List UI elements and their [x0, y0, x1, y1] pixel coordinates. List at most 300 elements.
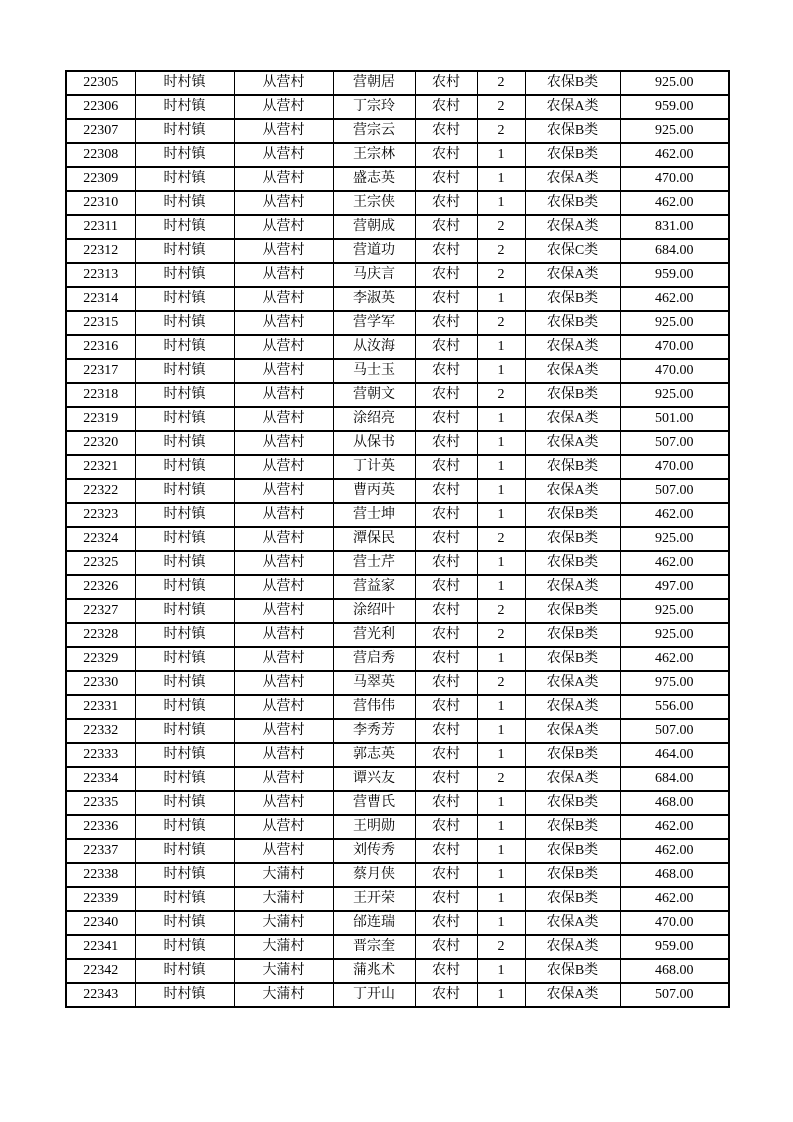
cell-payee-count: 1 — [477, 167, 525, 191]
cell-person-name: 涂绍亮 — [333, 407, 415, 431]
cell-person-name: 营士坤 — [333, 503, 415, 527]
cell-town: 时村镇 — [135, 527, 234, 551]
cell-village: 从营村 — [234, 263, 333, 287]
cell-payee-count: 2 — [477, 671, 525, 695]
table-row — [66, 575, 729, 599]
cell-amount: 497.00 — [620, 575, 729, 599]
cell-village: 从营村 — [234, 119, 333, 143]
table-row — [66, 599, 729, 623]
cell-insurance-class: 农保B类 — [525, 119, 620, 143]
cell-payee-count: 1 — [477, 839, 525, 863]
cell-village: 从营村 — [234, 527, 333, 551]
cell-insurance-class: 农保B类 — [525, 839, 620, 863]
cell-insurance-class: 农保A类 — [525, 767, 620, 791]
cell-amount: 684.00 — [620, 239, 729, 263]
cell-payee-count: 1 — [477, 335, 525, 359]
cell-town: 时村镇 — [135, 983, 234, 1007]
cell-town: 时村镇 — [135, 551, 234, 575]
cell-residence-type: 农村 — [415, 647, 477, 671]
cell-person-name: 营朝成 — [333, 215, 415, 239]
cell-residence-type: 农村 — [415, 191, 477, 215]
cell-village: 从营村 — [234, 407, 333, 431]
cell-village: 大蒲村 — [234, 959, 333, 983]
table-row — [66, 359, 729, 383]
cell-person-name: 刘传秀 — [333, 839, 415, 863]
cell-town: 时村镇 — [135, 95, 234, 119]
cell-amount: 470.00 — [620, 455, 729, 479]
cell-insurance-class: 农保A类 — [525, 167, 620, 191]
cell-village: 从营村 — [234, 455, 333, 479]
cell-residence-type: 农村 — [415, 575, 477, 599]
cell-amount: 470.00 — [620, 911, 729, 935]
cell-village: 从营村 — [234, 575, 333, 599]
cell-insurance-class: 农保B类 — [525, 191, 620, 215]
cell-serial-number: 22322 — [66, 479, 135, 503]
cell-village: 从营村 — [234, 215, 333, 239]
table-row — [66, 479, 729, 503]
cell-residence-type: 农村 — [415, 287, 477, 311]
table-row — [66, 407, 729, 431]
cell-village: 从营村 — [234, 479, 333, 503]
cell-residence-type: 农村 — [415, 671, 477, 695]
cell-amount: 684.00 — [620, 767, 729, 791]
cell-insurance-class: 农保B类 — [525, 287, 620, 311]
cell-amount: 462.00 — [620, 839, 729, 863]
cell-person-name: 营宗云 — [333, 119, 415, 143]
cell-payee-count: 1 — [477, 455, 525, 479]
cell-person-name: 营学军 — [333, 311, 415, 335]
cell-serial-number: 22330 — [66, 671, 135, 695]
table-row — [66, 455, 729, 479]
cell-person-name: 蒲兆术 — [333, 959, 415, 983]
cell-person-name: 营光利 — [333, 623, 415, 647]
cell-town: 时村镇 — [135, 287, 234, 311]
cell-person-name: 王宗林 — [333, 143, 415, 167]
cell-payee-count: 1 — [477, 143, 525, 167]
cell-residence-type: 农村 — [415, 527, 477, 551]
cell-residence-type: 农村 — [415, 71, 477, 95]
cell-serial-number: 22324 — [66, 527, 135, 551]
table-row — [66, 887, 729, 911]
cell-amount: 925.00 — [620, 119, 729, 143]
cell-amount: 470.00 — [620, 167, 729, 191]
cell-person-name: 邰连瑞 — [333, 911, 415, 935]
table-row — [66, 431, 729, 455]
cell-village: 从营村 — [234, 71, 333, 95]
cell-residence-type: 农村 — [415, 815, 477, 839]
cell-payee-count: 1 — [477, 983, 525, 1007]
cell-town: 时村镇 — [135, 239, 234, 263]
cell-town: 时村镇 — [135, 191, 234, 215]
cell-amount: 507.00 — [620, 983, 729, 1007]
cell-village: 大蒲村 — [234, 935, 333, 959]
cell-insurance-class: 农保A类 — [525, 431, 620, 455]
cell-serial-number: 22320 — [66, 431, 135, 455]
table-row — [66, 695, 729, 719]
cell-amount: 925.00 — [620, 71, 729, 95]
cell-serial-number: 22315 — [66, 311, 135, 335]
cell-person-name: 马庆言 — [333, 263, 415, 287]
cell-amount: 470.00 — [620, 335, 729, 359]
cell-residence-type: 农村 — [415, 839, 477, 863]
table-row — [66, 551, 729, 575]
cell-amount: 470.00 — [620, 359, 729, 383]
cell-payee-count: 2 — [477, 311, 525, 335]
benefit-table-body — [66, 71, 729, 1007]
cell-person-name: 郭志英 — [333, 743, 415, 767]
cell-town: 时村镇 — [135, 647, 234, 671]
cell-residence-type: 农村 — [415, 863, 477, 887]
cell-serial-number: 22313 — [66, 263, 135, 287]
cell-village: 从营村 — [234, 383, 333, 407]
cell-person-name: 营启秀 — [333, 647, 415, 671]
cell-serial-number: 22305 — [66, 71, 135, 95]
cell-residence-type: 农村 — [415, 455, 477, 479]
cell-town: 时村镇 — [135, 335, 234, 359]
cell-village: 从营村 — [234, 287, 333, 311]
cell-town: 时村镇 — [135, 743, 234, 767]
cell-residence-type: 农村 — [415, 383, 477, 407]
cell-person-name: 涂绍叶 — [333, 599, 415, 623]
cell-person-name: 丁宗玲 — [333, 95, 415, 119]
table-row — [66, 815, 729, 839]
cell-insurance-class: 农保A类 — [525, 407, 620, 431]
cell-person-name: 从汝海 — [333, 335, 415, 359]
table-row — [66, 671, 729, 695]
cell-village: 从营村 — [234, 623, 333, 647]
cell-amount: 507.00 — [620, 719, 729, 743]
cell-insurance-class: 农保C类 — [525, 239, 620, 263]
cell-insurance-class: 农保B类 — [525, 455, 620, 479]
cell-payee-count: 1 — [477, 407, 525, 431]
cell-payee-count: 1 — [477, 479, 525, 503]
cell-village: 从营村 — [234, 719, 333, 743]
cell-village: 从营村 — [234, 839, 333, 863]
cell-insurance-class: 农保A类 — [525, 359, 620, 383]
cell-village: 从营村 — [234, 599, 333, 623]
table-row — [66, 95, 729, 119]
table-row — [66, 239, 729, 263]
cell-person-name: 营伟伟 — [333, 695, 415, 719]
table-row — [66, 119, 729, 143]
cell-payee-count: 2 — [477, 239, 525, 263]
cell-amount: 925.00 — [620, 599, 729, 623]
cell-town: 时村镇 — [135, 719, 234, 743]
cell-insurance-class: 农保B类 — [525, 143, 620, 167]
cell-town: 时村镇 — [135, 215, 234, 239]
cell-payee-count: 1 — [477, 863, 525, 887]
table-row — [66, 383, 729, 407]
cell-insurance-class: 农保B类 — [525, 647, 620, 671]
cell-payee-count: 2 — [477, 935, 525, 959]
table-row — [66, 959, 729, 983]
cell-town: 时村镇 — [135, 791, 234, 815]
cell-insurance-class: 农保A类 — [525, 983, 620, 1007]
cell-insurance-class: 农保A类 — [525, 695, 620, 719]
cell-amount: 468.00 — [620, 791, 729, 815]
cell-insurance-class: 农保B类 — [525, 71, 620, 95]
cell-serial-number: 22328 — [66, 623, 135, 647]
cell-person-name: 营朝文 — [333, 383, 415, 407]
cell-serial-number: 22327 — [66, 599, 135, 623]
cell-person-name: 王宗侠 — [333, 191, 415, 215]
cell-amount: 462.00 — [620, 647, 729, 671]
cell-person-name: 营道功 — [333, 239, 415, 263]
cell-insurance-class: 农保A类 — [525, 575, 620, 599]
cell-insurance-class: 农保B类 — [525, 503, 620, 527]
cell-village: 从营村 — [234, 191, 333, 215]
cell-serial-number: 22340 — [66, 911, 135, 935]
cell-person-name: 王明勋 — [333, 815, 415, 839]
cell-town: 时村镇 — [135, 575, 234, 599]
cell-payee-count: 2 — [477, 527, 525, 551]
cell-amount: 925.00 — [620, 383, 729, 407]
cell-serial-number: 22306 — [66, 95, 135, 119]
cell-village: 从营村 — [234, 335, 333, 359]
cell-insurance-class: 农保A类 — [525, 671, 620, 695]
cell-payee-count: 1 — [477, 503, 525, 527]
cell-person-name: 营曹氏 — [333, 791, 415, 815]
cell-residence-type: 农村 — [415, 695, 477, 719]
cell-insurance-class: 农保A类 — [525, 263, 620, 287]
cell-insurance-class: 农保B类 — [525, 311, 620, 335]
cell-residence-type: 农村 — [415, 743, 477, 767]
cell-serial-number: 22326 — [66, 575, 135, 599]
cell-person-name: 谭兴友 — [333, 767, 415, 791]
cell-residence-type: 农村 — [415, 551, 477, 575]
cell-serial-number: 22319 — [66, 407, 135, 431]
cell-payee-count: 1 — [477, 287, 525, 311]
cell-serial-number: 22333 — [66, 743, 135, 767]
cell-amount: 464.00 — [620, 743, 729, 767]
cell-residence-type: 农村 — [415, 767, 477, 791]
cell-serial-number: 22307 — [66, 119, 135, 143]
cell-residence-type: 农村 — [415, 311, 477, 335]
cell-person-name: 营益家 — [333, 575, 415, 599]
cell-serial-number: 22342 — [66, 959, 135, 983]
cell-town: 时村镇 — [135, 815, 234, 839]
cell-amount: 468.00 — [620, 863, 729, 887]
table-row — [66, 143, 729, 167]
cell-insurance-class: 农保B类 — [525, 815, 620, 839]
cell-village: 从营村 — [234, 767, 333, 791]
cell-amount: 959.00 — [620, 263, 729, 287]
cell-amount: 925.00 — [620, 527, 729, 551]
table-row — [66, 839, 729, 863]
cell-residence-type: 农村 — [415, 791, 477, 815]
cell-amount: 556.00 — [620, 695, 729, 719]
cell-insurance-class: 农保B类 — [525, 863, 620, 887]
cell-village: 从营村 — [234, 815, 333, 839]
cell-town: 时村镇 — [135, 599, 234, 623]
table-row — [66, 911, 729, 935]
cell-serial-number: 22321 — [66, 455, 135, 479]
cell-residence-type: 农村 — [415, 215, 477, 239]
cell-insurance-class: 农保A类 — [525, 335, 620, 359]
cell-amount: 462.00 — [620, 143, 729, 167]
cell-payee-count: 2 — [477, 95, 525, 119]
cell-insurance-class: 农保A类 — [525, 215, 620, 239]
cell-residence-type: 农村 — [415, 335, 477, 359]
cell-amount: 959.00 — [620, 95, 729, 119]
cell-insurance-class: 农保A类 — [525, 479, 620, 503]
table-row — [66, 287, 729, 311]
cell-insurance-class: 农保B类 — [525, 527, 620, 551]
cell-town: 时村镇 — [135, 383, 234, 407]
cell-insurance-class: 农保B类 — [525, 623, 620, 647]
cell-serial-number: 22325 — [66, 551, 135, 575]
cell-payee-count: 2 — [477, 215, 525, 239]
cell-payee-count: 1 — [477, 551, 525, 575]
cell-serial-number: 22314 — [66, 287, 135, 311]
cell-residence-type: 农村 — [415, 599, 477, 623]
cell-town: 时村镇 — [135, 839, 234, 863]
benefit-table — [65, 70, 730, 1008]
cell-serial-number: 22323 — [66, 503, 135, 527]
cell-serial-number: 22337 — [66, 839, 135, 863]
table-row — [66, 983, 729, 1007]
cell-amount: 925.00 — [620, 311, 729, 335]
table-row — [66, 503, 729, 527]
cell-payee-count: 2 — [477, 767, 525, 791]
cell-town: 时村镇 — [135, 479, 234, 503]
cell-serial-number: 22308 — [66, 143, 135, 167]
cell-insurance-class: 农保A类 — [525, 95, 620, 119]
cell-town: 时村镇 — [135, 359, 234, 383]
cell-payee-count: 2 — [477, 119, 525, 143]
cell-town: 时村镇 — [135, 767, 234, 791]
cell-village: 从营村 — [234, 647, 333, 671]
cell-serial-number: 22334 — [66, 767, 135, 791]
cell-amount: 959.00 — [620, 935, 729, 959]
cell-village: 从营村 — [234, 311, 333, 335]
cell-payee-count: 1 — [477, 575, 525, 599]
cell-serial-number: 22329 — [66, 647, 135, 671]
table-row — [66, 335, 729, 359]
table-row — [66, 71, 729, 95]
cell-payee-count: 2 — [477, 263, 525, 287]
cell-serial-number: 22331 — [66, 695, 135, 719]
cell-residence-type: 农村 — [415, 407, 477, 431]
cell-village: 从营村 — [234, 431, 333, 455]
cell-person-name: 营士芹 — [333, 551, 415, 575]
cell-person-name: 丁计英 — [333, 455, 415, 479]
cell-town: 时村镇 — [135, 119, 234, 143]
cell-amount: 468.00 — [620, 959, 729, 983]
cell-serial-number: 22336 — [66, 815, 135, 839]
cell-payee-count: 1 — [477, 743, 525, 767]
cell-amount: 507.00 — [620, 479, 729, 503]
cell-amount: 925.00 — [620, 623, 729, 647]
cell-town: 时村镇 — [135, 887, 234, 911]
cell-town: 时村镇 — [135, 959, 234, 983]
cell-person-name: 潭保民 — [333, 527, 415, 551]
cell-residence-type: 农村 — [415, 431, 477, 455]
cell-person-name: 马翠英 — [333, 671, 415, 695]
cell-amount: 831.00 — [620, 215, 729, 239]
cell-serial-number: 22310 — [66, 191, 135, 215]
cell-residence-type: 农村 — [415, 959, 477, 983]
cell-residence-type: 农村 — [415, 95, 477, 119]
cell-payee-count: 2 — [477, 71, 525, 95]
cell-serial-number: 22317 — [66, 359, 135, 383]
cell-town: 时村镇 — [135, 431, 234, 455]
cell-insurance-class: 农保B类 — [525, 743, 620, 767]
cell-insurance-class: 农保B类 — [525, 959, 620, 983]
cell-residence-type: 农村 — [415, 359, 477, 383]
cell-payee-count: 2 — [477, 623, 525, 647]
table-row — [66, 791, 729, 815]
table-row — [66, 527, 729, 551]
table-row — [66, 215, 729, 239]
cell-amount: 501.00 — [620, 407, 729, 431]
cell-payee-count: 1 — [477, 887, 525, 911]
cell-town: 时村镇 — [135, 407, 234, 431]
cell-town: 时村镇 — [135, 935, 234, 959]
cell-town: 时村镇 — [135, 455, 234, 479]
cell-village: 从营村 — [234, 95, 333, 119]
cell-town: 时村镇 — [135, 143, 234, 167]
cell-residence-type: 农村 — [415, 143, 477, 167]
cell-insurance-class: 农保B类 — [525, 791, 620, 815]
cell-village: 从营村 — [234, 167, 333, 191]
cell-residence-type: 农村 — [415, 983, 477, 1007]
cell-serial-number: 22309 — [66, 167, 135, 191]
cell-insurance-class: 农保B类 — [525, 383, 620, 407]
cell-town: 时村镇 — [135, 911, 234, 935]
table-row — [66, 743, 729, 767]
cell-amount: 507.00 — [620, 431, 729, 455]
cell-serial-number: 22311 — [66, 215, 135, 239]
cell-residence-type: 农村 — [415, 479, 477, 503]
cell-payee-count: 2 — [477, 599, 525, 623]
cell-town: 时村镇 — [135, 263, 234, 287]
cell-town: 时村镇 — [135, 71, 234, 95]
table-row — [66, 191, 729, 215]
table-row — [66, 263, 729, 287]
cell-village: 从营村 — [234, 359, 333, 383]
cell-village: 从营村 — [234, 695, 333, 719]
cell-village: 从营村 — [234, 791, 333, 815]
cell-payee-count: 1 — [477, 719, 525, 743]
table-row — [66, 935, 729, 959]
cell-residence-type: 农村 — [415, 623, 477, 647]
cell-insurance-class: 农保A类 — [525, 911, 620, 935]
cell-payee-count: 1 — [477, 191, 525, 215]
cell-amount: 462.00 — [620, 287, 729, 311]
cell-town: 时村镇 — [135, 503, 234, 527]
table-row — [66, 167, 729, 191]
table-row — [66, 311, 729, 335]
cell-insurance-class: 农保A类 — [525, 935, 620, 959]
cell-person-name: 曹丙英 — [333, 479, 415, 503]
cell-amount: 462.00 — [620, 887, 729, 911]
cell-insurance-class: 农保B类 — [525, 551, 620, 575]
cell-insurance-class: 农保B类 — [525, 887, 620, 911]
cell-residence-type: 农村 — [415, 239, 477, 263]
cell-person-name: 从保书 — [333, 431, 415, 455]
cell-insurance-class: 农保B类 — [525, 599, 620, 623]
cell-serial-number: 22335 — [66, 791, 135, 815]
cell-person-name: 营朝居 — [333, 71, 415, 95]
table-row — [66, 719, 729, 743]
table-row — [66, 863, 729, 887]
cell-serial-number: 22343 — [66, 983, 135, 1007]
cell-town: 时村镇 — [135, 695, 234, 719]
cell-residence-type: 农村 — [415, 167, 477, 191]
cell-serial-number: 22338 — [66, 863, 135, 887]
cell-payee-count: 1 — [477, 695, 525, 719]
